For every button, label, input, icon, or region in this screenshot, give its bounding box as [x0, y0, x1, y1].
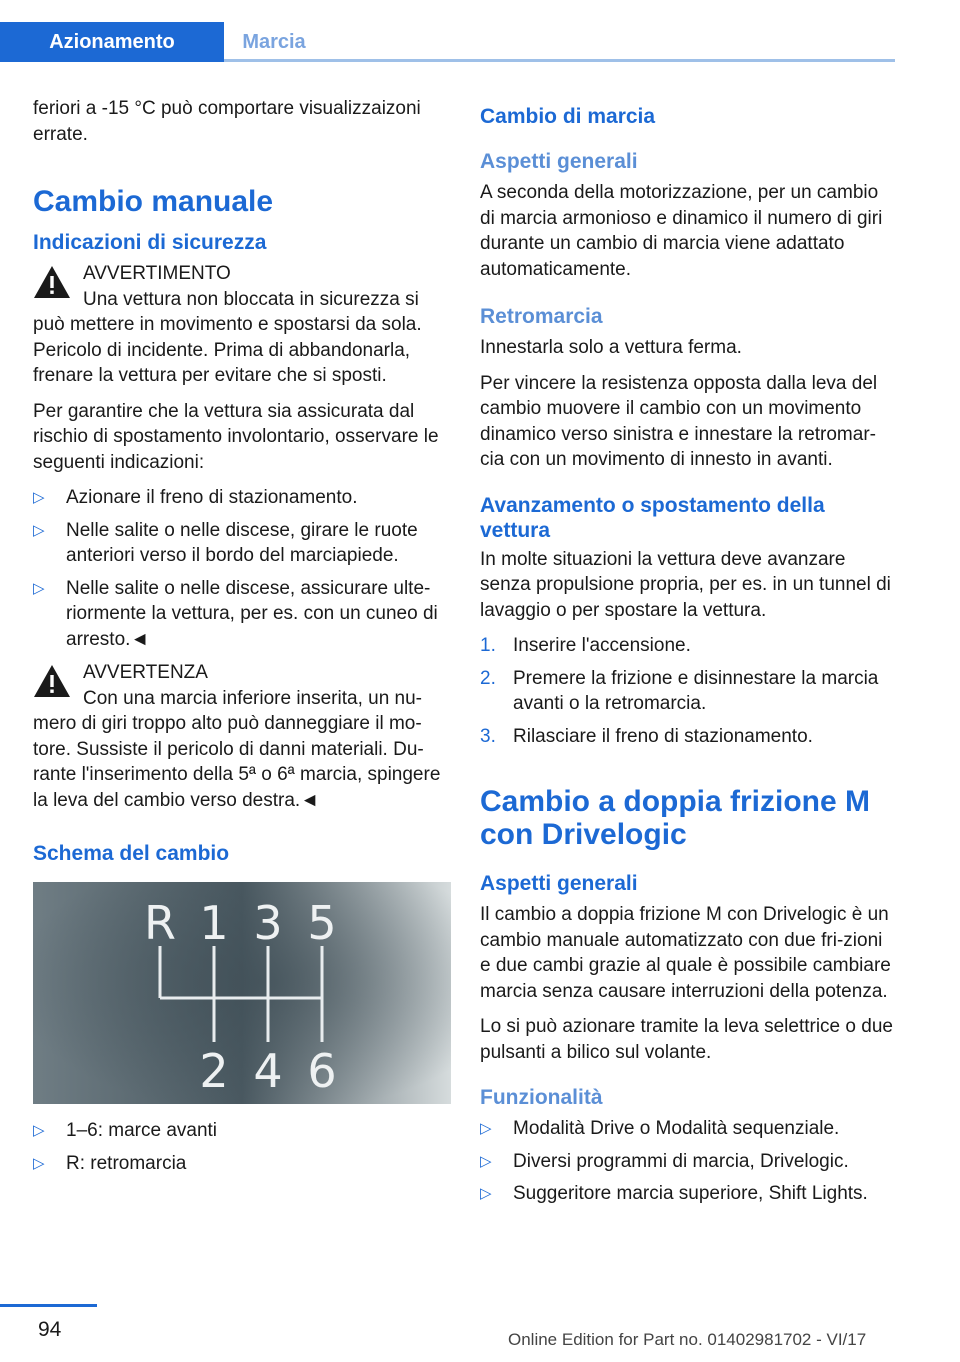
guarantee-text: Per garantire che la vettura sia assicurata dal rischio di spostamento involontario, osservare le seguenti indicazioni: — [33, 400, 439, 473]
triangle-right-icon: ▷ — [480, 1152, 492, 1170]
warning-block-2 — [33, 660, 451, 813]
list-item: ▷ Nelle salite o nelle discese, girare le ruote anteriori verso il bordo del marciapiede. — [33, 519, 418, 566]
warning-text-1: Una vettura non bloccata in sicurezza si può mettere in movimento e spostarsi da sola. Pericolo di incidente. Prima di abbandonarla, frenare la vettura per evitare che si sposti. — [33, 288, 422, 386]
dct-text-2: Lo si può azionare tramite la leva selettrice o due pulsanti a bilico sul volante. — [480, 1016, 893, 1063]
safety-list — [33, 485, 451, 652]
gear-label-1: 1 — [199, 896, 229, 950]
warning-block-1 — [33, 261, 451, 389]
heading-dct: Cambio a doppia frizione M con Drivelogic — [480, 785, 871, 851]
reverse-text-2: Per vincere la resistenza opposta dalla leva del cambio muovere il cambio con un movimento dinamico verso sinistra e innestare la retromar‐cia con un movimento di innesto in avanti. — [480, 372, 878, 470]
gear-label-6: 6 — [307, 1044, 337, 1098]
triangle-right-icon: ▷ — [33, 1122, 45, 1139]
list-item: ▷ Azionare il freno di stazionamento. — [33, 485, 451, 511]
gear-label-r: R — [144, 896, 176, 950]
triangle-right-icon: ▷ — [33, 1154, 45, 1172]
tab-marcia[interactable]: Marcia — [242, 30, 306, 53]
heading-safety: Indicazioni di sicurezza — [33, 231, 267, 254]
list-item: ▷ Diversi programmi di marcia, Drivelogic. — [480, 1149, 896, 1175]
left-column — [33, 96, 451, 1184]
tab-azionamento[interactable]: Azionamento — [0, 22, 224, 62]
gear-shift-pattern-image — [33, 882, 451, 1104]
header-rule — [224, 59, 895, 62]
gear-label-3: 3 — [253, 896, 283, 950]
heading-gear-change: Cambio di marcia — [480, 105, 656, 128]
list-item: ▷ Suggeritore marcia superiore, Shift Lights. — [480, 1181, 896, 1207]
gear-label-5: 5 — [307, 896, 337, 950]
reverse-text-1: Innestarla solo a vettura ferma. — [480, 337, 742, 358]
heading-reverse: Retromarcia — [480, 305, 603, 328]
dct-text-1: Il cambio a doppia frizione M con Drivelogic è un cambio manuale automatizzato con due fri‐zioni e due cambi grazie al quale è possibile cambiare marcia senza causare interruzioni della potenza. — [480, 904, 891, 1002]
list-item: ▷ 1–6: marce avanti — [33, 1118, 451, 1144]
triangle-right-icon: ▷ — [33, 489, 45, 506]
footer-edition-text: Online Edition for Part no. 01402981702 - VI/17 — [508, 1330, 867, 1349]
advance-text: In molte situazioni la vettura deve avanzare senza propulsione propria, per es. in un tunnel di lavaggio o per spostare la vettura. — [480, 548, 891, 621]
steps-list — [480, 633, 896, 749]
header — [0, 0, 895, 62]
list-item: 3. Rilasciare il freno di stazionamento. — [480, 725, 813, 747]
heading-functions: Funzionalità — [480, 1086, 603, 1109]
triangle-right-icon: ▷ — [480, 1185, 492, 1202]
heading-general-1: Aspetti generali — [480, 150, 638, 173]
list-item: ▷ Nelle salite o nelle discese, assicurare ulte‐riormente la vettura, per es. con un cuneo di arresto.◄ — [33, 577, 438, 650]
list-item: ▷ Modalità Drive o Modalità sequenziale. — [480, 1116, 896, 1142]
warning-title-1: AVVERTIMENTO — [83, 263, 231, 284]
list-item: 1. Inserire l'accensione. — [480, 635, 691, 656]
right-column — [480, 96, 896, 1215]
footer-rule — [0, 1304, 97, 1307]
warning-triangle-icon — [33, 265, 71, 299]
warning-text-2: Con una marcia inferiore inserita, un nu‐mero di giri troppo alto può danneggiare il mo‐tore. Sussiste il pericolo di danni materiali. Du‐rante l'inserimento della 5ª o 6ª marcia, spingere la leva del cambio verso destra.◄ — [33, 687, 441, 811]
intro-text: feriori a -15 °C può comportare visualizzaizoni errate. — [33, 98, 421, 145]
heading-manual-gearbox: Cambio manuale — [33, 185, 274, 218]
heading-advance: Avanzamento o spostamento della vettura — [480, 493, 825, 542]
warning-title-2: AVVERTENZA — [83, 662, 208, 683]
triangle-right-icon: ▷ — [480, 1120, 492, 1137]
heading-gear-schema: Schema del cambio — [33, 842, 230, 865]
gear-label-2: 2 — [199, 1044, 229, 1098]
general-text-1: A seconda della motorizzazione, per un cambio di marcia armonioso e dinamico il numero di giri durante un cambio di marcia viene adattato automaticamente. — [480, 182, 883, 280]
warning-triangle-icon — [33, 664, 71, 698]
page-number: 94 — [38, 1318, 62, 1341]
triangle-right-icon: ▷ — [33, 521, 45, 539]
gear-legend-list — [33, 1118, 451, 1176]
list-item: ▷ R: retromarcia — [33, 1151, 451, 1177]
heading-general-2: Aspetti generali — [480, 872, 638, 895]
functions-list — [480, 1116, 896, 1207]
list-item: 2. Premere la frizione e disinnestare la marcia avanti o la retromarcia. — [480, 667, 879, 714]
gear-label-4: 4 — [253, 1044, 283, 1098]
triangle-right-icon: ▷ — [33, 579, 45, 597]
